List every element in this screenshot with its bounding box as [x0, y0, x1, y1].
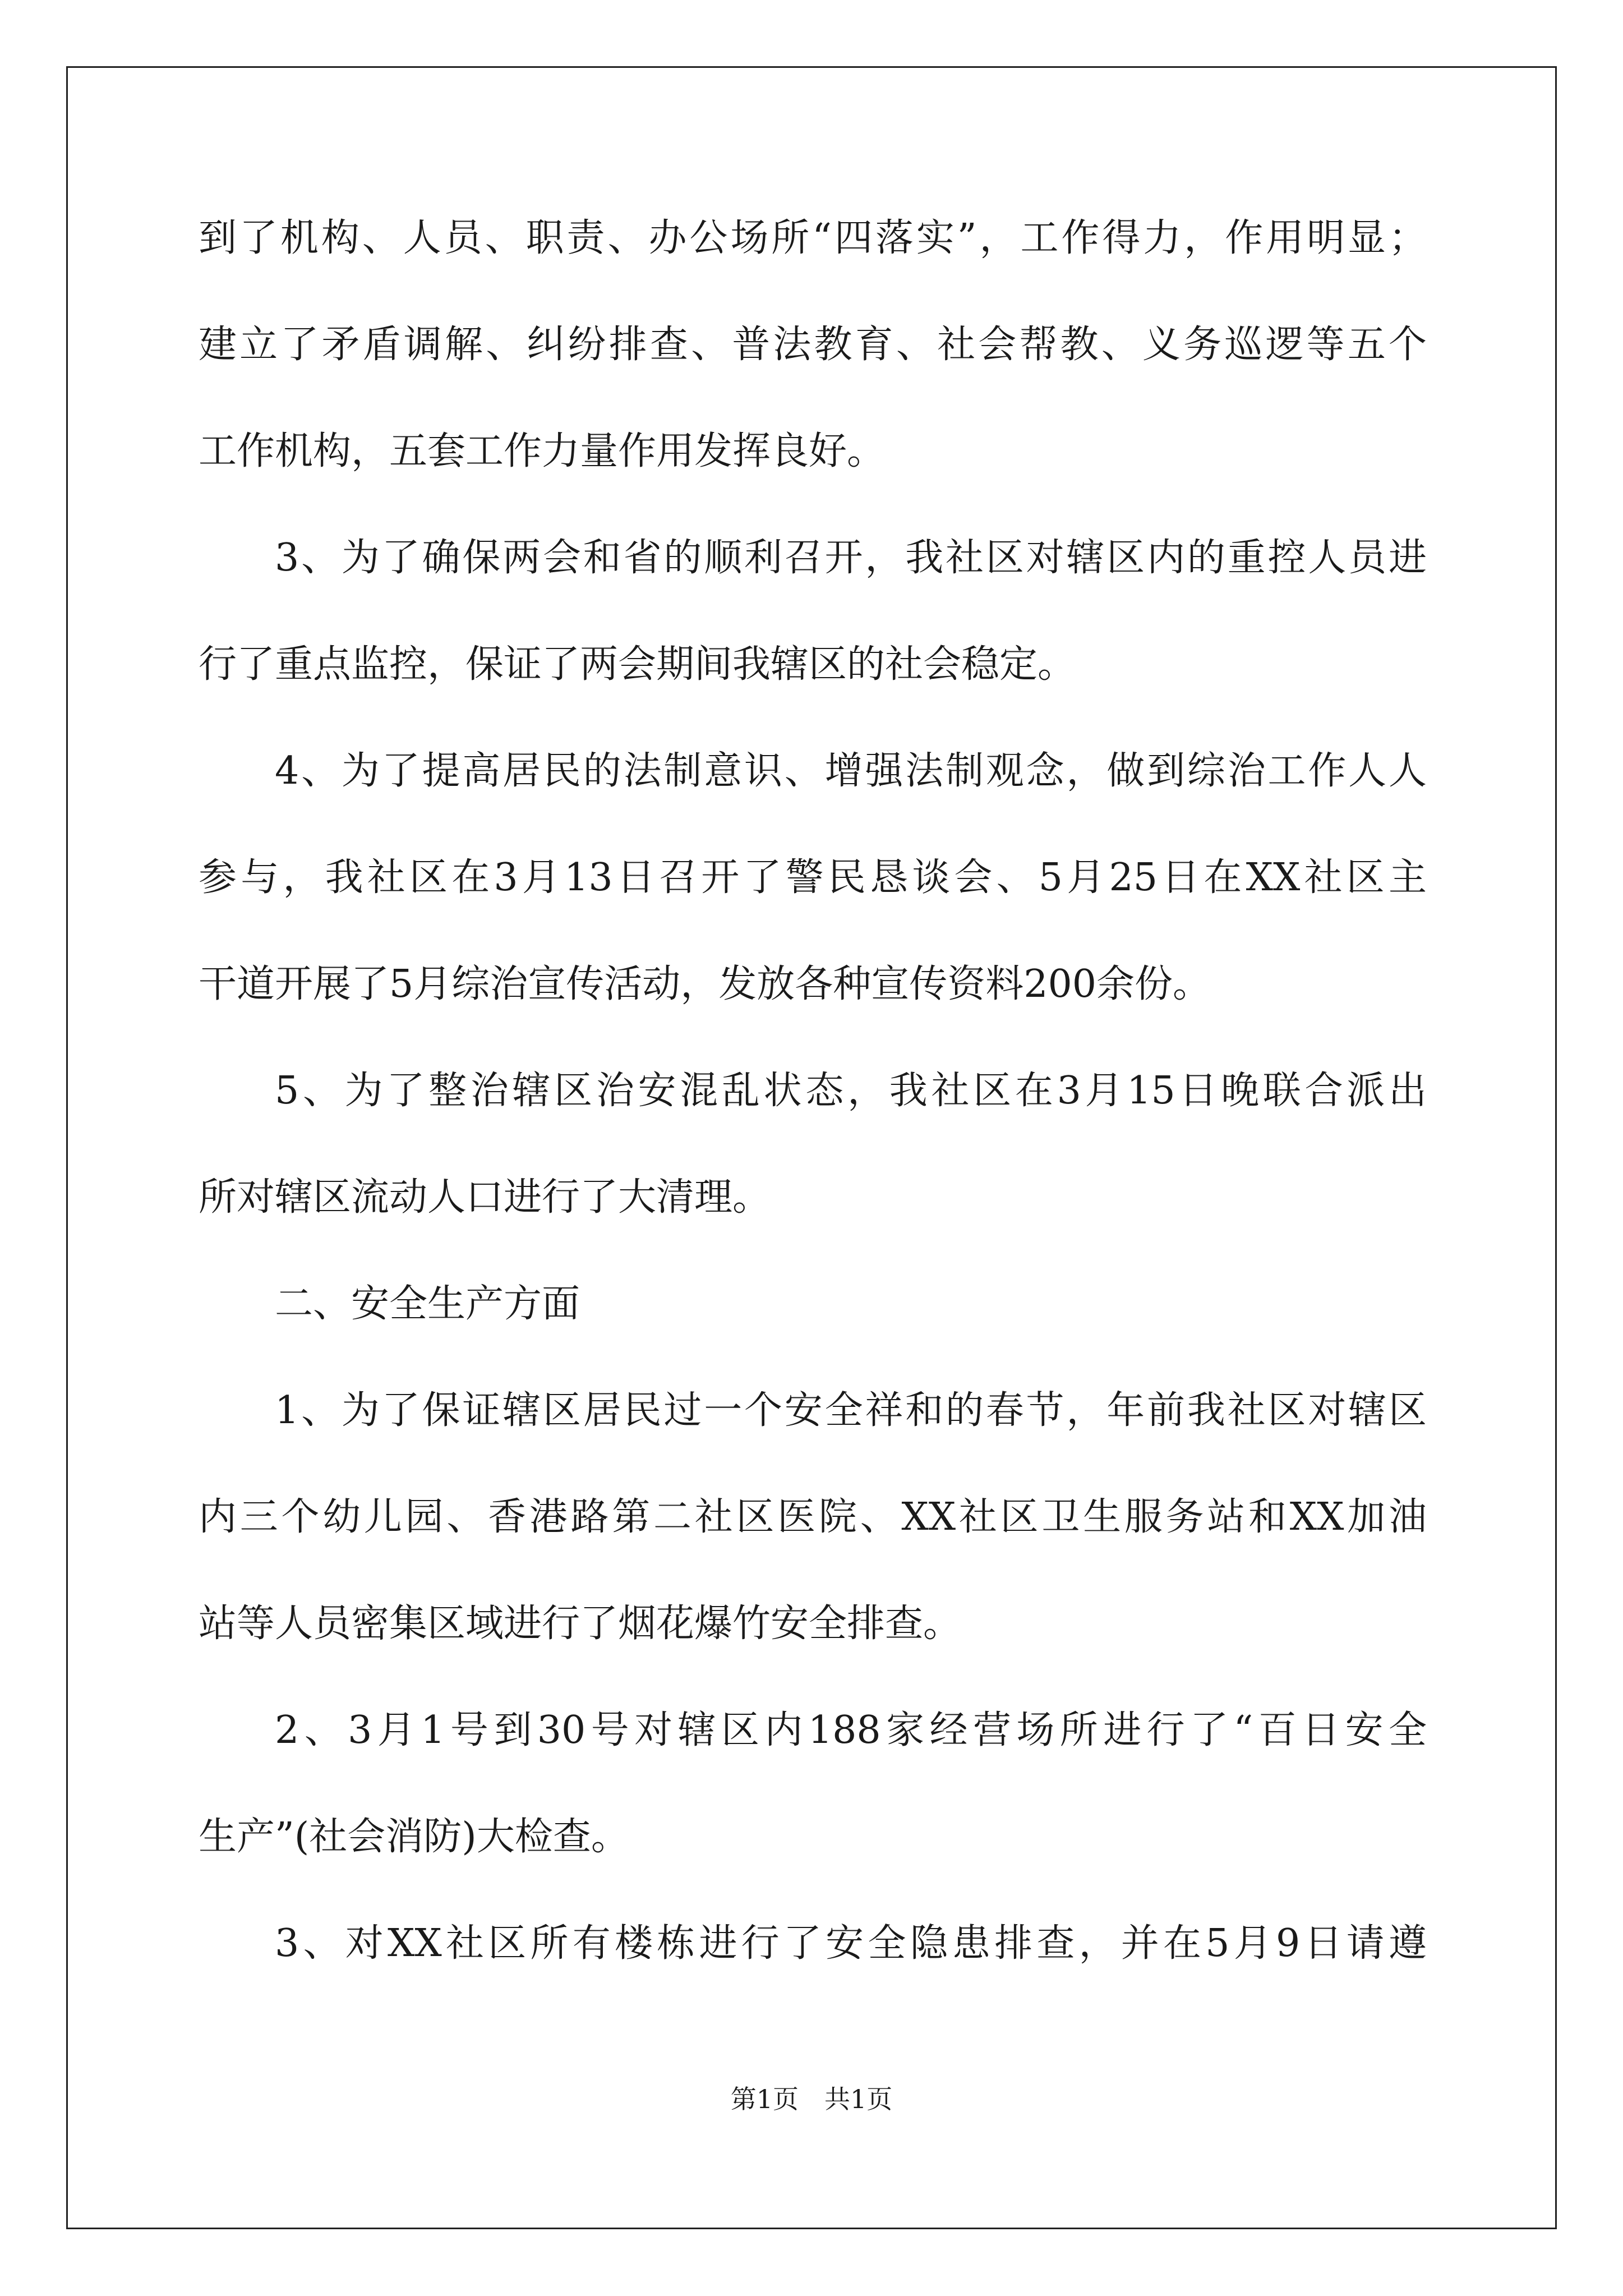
text-line: 参与，我社区在3月13日召开了警民恳谈会、5月25日在XX社区主: [199, 855, 1427, 900]
text-line: 3、为了确保两会和省的顺利召开，我社区对辖区内的重控人员进: [275, 536, 1427, 580]
page-footer: 第1页 共1页: [730, 2084, 893, 2114]
text-line: 1、为了保证辖区居民过一个安全祥和的春节，年前我社区对辖区: [275, 1388, 1427, 1433]
text-line: 4、为了提高居民的法制意识、增强法制观念，做到综治工作人人: [275, 749, 1427, 793]
text-line: 所对辖区流动人口进行了大清理。: [199, 1175, 771, 1220]
text-line: 内三个幼儿园、香港路第二社区医院、XX社区卫生服务站和XX加油: [199, 1495, 1427, 1539]
text-line: 5、为了整治辖区治安混乱状态，我社区在3月15日晚联合派出: [275, 1069, 1427, 1113]
text-line: 3、对XX社区所有楼栋进行了安全隐患排查，并在5月9日请遵: [275, 1921, 1427, 1966]
text-line: 行了重点监控，保证了两会期间我辖区的社会稳定。: [199, 642, 1076, 687]
text-line: 2、3月1号到30号对辖区内188家经营场所进行了“百日安全: [275, 1708, 1427, 1752]
section-heading: 二、安全生产方面: [275, 1282, 580, 1326]
text-line: 站等人员密集区域进行了烟花爆竹安全排查。: [199, 1602, 962, 1646]
text-line: 到了机构、人员、职责、办公场所“四落实”，工作得力，作用明显；: [199, 216, 1427, 260]
text-line: 工作机构，五套工作力量作用发挥良好。: [199, 429, 886, 473]
text-line: 干道开展了5月综治宣传活动，发放各种宣传资料200余份。: [199, 962, 1211, 1006]
document-body: [199, 208, 1427, 2019]
text-line: 生产”(社会消防)大检查。: [199, 1815, 629, 1859]
text-line: 建立了矛盾调解、纠纷排查、普法教育、社会帮教、义务巡逻等五个: [199, 323, 1427, 367]
